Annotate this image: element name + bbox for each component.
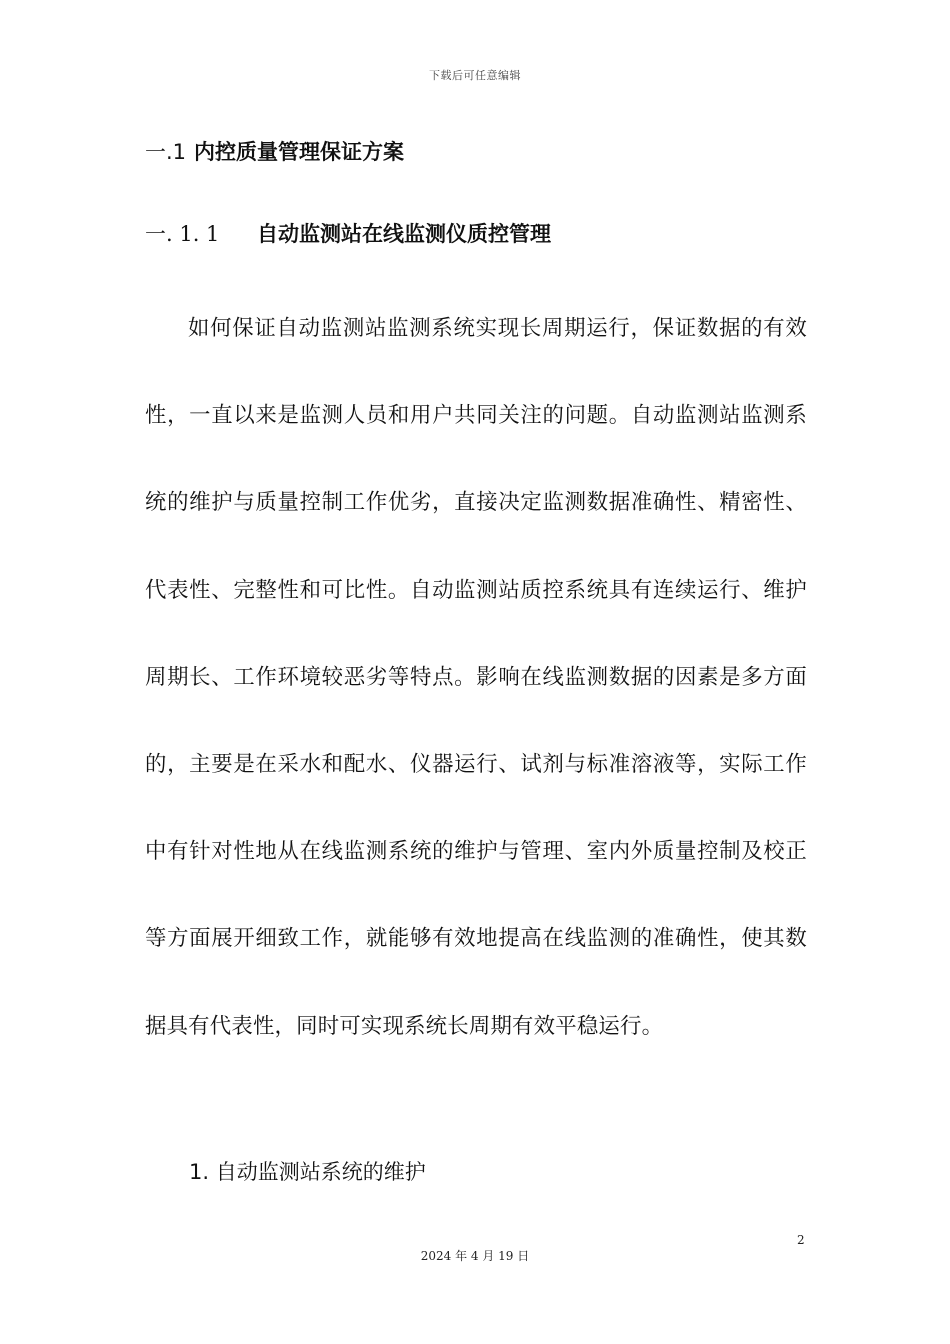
list-item: 1. 自动监测站系统的维护 (189, 1160, 426, 1184)
subsection-heading (145, 218, 551, 248)
section-number: 一.1 (145, 140, 187, 164)
page-number: 2 (797, 1233, 805, 1247)
body-paragraph: 如何保证自动监测站监测系统实现长周期运行，保证数据的有效性，一直以来是监测人员和用户共同关注的问题。自动监测站监测系统的维护与质量控制工作优劣，直接决定监测数据准确性、精密性、代表性、完整性和可比性。自动监测站质控系统具有连续运行、维护周期长、工作环境较恶劣等特点。影响在线监测数据的因素是多方面的，主要是在采水和配水、仪器运行、试剂与标准溶液等，实际工作中有针对性地从在线监测系统的维护与管理、室内外质量控制及校正等方面展开细致工作，就能够有效地提高在线监测的准确性，使其数据具有代表性，同时可实现系统长周期有效平稳运行。 (145, 316, 807, 1039)
subsection-number: 一. 1. 1 (145, 222, 220, 246)
header-note: 下载后可任意编辑 (429, 69, 521, 82)
subsection-title: 自动监测站在线监测仪质控管理 (257, 222, 551, 246)
footer-date: 2024 年 4 月 19 日 (420, 1249, 530, 1263)
section-title: 内控质量管理保证方案 (194, 140, 405, 164)
section-heading (145, 136, 404, 166)
